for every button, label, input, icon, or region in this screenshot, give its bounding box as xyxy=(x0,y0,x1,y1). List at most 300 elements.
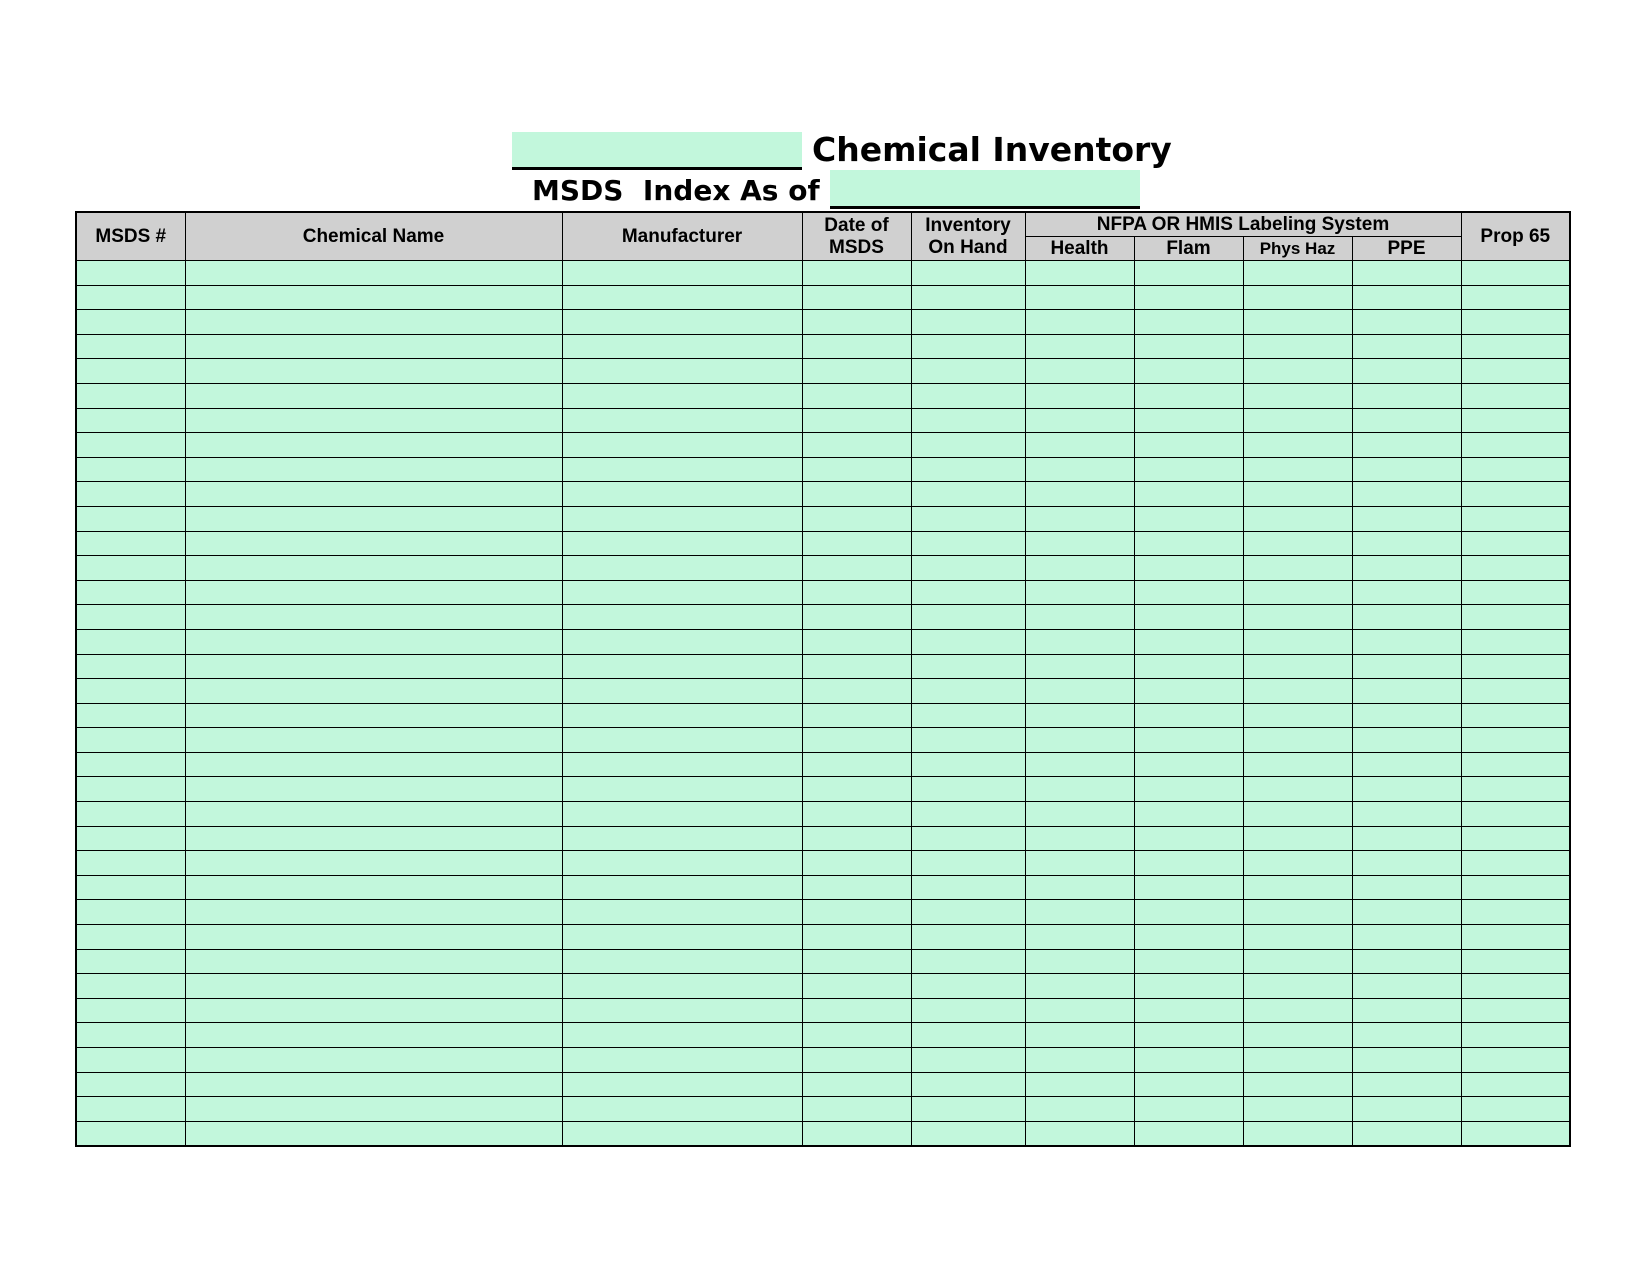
cell-inventory-on-hand[interactable] xyxy=(911,875,1025,900)
cell-msds-no[interactable] xyxy=(76,974,185,999)
cell-date-of-msds[interactable] xyxy=(802,506,911,531)
cell-date-of-msds[interactable] xyxy=(802,482,911,507)
cell-msds-no[interactable] xyxy=(76,580,185,605)
cell-prop65[interactable] xyxy=(1461,556,1570,581)
cell-ppe[interactable] xyxy=(1352,359,1461,384)
cell-msds-no[interactable] xyxy=(76,310,185,335)
cell-chemical-name[interactable] xyxy=(185,285,562,310)
cell-msds-no[interactable] xyxy=(76,949,185,974)
cell-flam[interactable] xyxy=(1134,752,1243,777)
cell-msds-no[interactable] xyxy=(76,752,185,777)
cell-health[interactable] xyxy=(1025,605,1134,630)
cell-chemical-name[interactable] xyxy=(185,875,562,900)
cell-manufacturer[interactable] xyxy=(562,900,802,925)
cell-prop65[interactable] xyxy=(1461,974,1570,999)
cell-manufacturer[interactable] xyxy=(562,703,802,728)
cell-chemical-name[interactable] xyxy=(185,703,562,728)
cell-prop65[interactable] xyxy=(1461,457,1570,482)
cell-prop65[interactable] xyxy=(1461,408,1570,433)
cell-msds-no[interactable] xyxy=(76,826,185,851)
cell-date-of-msds[interactable] xyxy=(802,826,911,851)
cell-chemical-name[interactable] xyxy=(185,826,562,851)
cell-date-of-msds[interactable] xyxy=(802,703,911,728)
cell-flam[interactable] xyxy=(1134,925,1243,950)
cell-manufacturer[interactable] xyxy=(562,777,802,802)
cell-msds-no[interactable] xyxy=(76,1048,185,1073)
cell-chemical-name[interactable] xyxy=(185,261,562,286)
cell-ppe[interactable] xyxy=(1352,703,1461,728)
cell-flam[interactable] xyxy=(1134,851,1243,876)
cell-phys-haz[interactable] xyxy=(1243,974,1352,999)
cell-inventory-on-hand[interactable] xyxy=(911,556,1025,581)
cell-phys-haz[interactable] xyxy=(1243,1097,1352,1122)
cell-chemical-name[interactable] xyxy=(185,1121,562,1146)
cell-msds-no[interactable] xyxy=(76,802,185,827)
cell-health[interactable] xyxy=(1025,629,1134,654)
cell-health[interactable] xyxy=(1025,777,1134,802)
cell-ppe[interactable] xyxy=(1352,408,1461,433)
cell-chemical-name[interactable] xyxy=(185,482,562,507)
as-of-date-field[interactable] xyxy=(830,170,1140,209)
cell-ppe[interactable] xyxy=(1352,1121,1461,1146)
cell-chemical-name[interactable] xyxy=(185,408,562,433)
cell-msds-no[interactable] xyxy=(76,482,185,507)
cell-ppe[interactable] xyxy=(1352,777,1461,802)
cell-manufacturer[interactable] xyxy=(562,851,802,876)
cell-health[interactable] xyxy=(1025,802,1134,827)
cell-manufacturer[interactable] xyxy=(562,556,802,581)
cell-ppe[interactable] xyxy=(1352,383,1461,408)
cell-date-of-msds[interactable] xyxy=(802,457,911,482)
cell-prop65[interactable] xyxy=(1461,752,1570,777)
cell-inventory-on-hand[interactable] xyxy=(911,1048,1025,1073)
cell-msds-no[interactable] xyxy=(76,679,185,704)
cell-manufacturer[interactable] xyxy=(562,1023,802,1048)
cell-msds-no[interactable] xyxy=(76,433,185,458)
cell-phys-haz[interactable] xyxy=(1243,334,1352,359)
cell-ppe[interactable] xyxy=(1352,851,1461,876)
cell-msds-no[interactable] xyxy=(76,875,185,900)
cell-ppe[interactable] xyxy=(1352,1023,1461,1048)
cell-msds-no[interactable] xyxy=(76,556,185,581)
cell-phys-haz[interactable] xyxy=(1243,1121,1352,1146)
cell-flam[interactable] xyxy=(1134,1048,1243,1073)
cell-msds-no[interactable] xyxy=(76,728,185,753)
cell-ppe[interactable] xyxy=(1352,974,1461,999)
cell-msds-no[interactable] xyxy=(76,777,185,802)
cell-flam[interactable] xyxy=(1134,580,1243,605)
cell-chemical-name[interactable] xyxy=(185,605,562,630)
cell-chemical-name[interactable] xyxy=(185,1097,562,1122)
cell-inventory-on-hand[interactable] xyxy=(911,949,1025,974)
cell-chemical-name[interactable] xyxy=(185,1072,562,1097)
cell-msds-no[interactable] xyxy=(76,506,185,531)
cell-ppe[interactable] xyxy=(1352,334,1461,359)
cell-flam[interactable] xyxy=(1134,457,1243,482)
cell-date-of-msds[interactable] xyxy=(802,925,911,950)
cell-prop65[interactable] xyxy=(1461,1121,1570,1146)
cell-phys-haz[interactable] xyxy=(1243,556,1352,581)
cell-inventory-on-hand[interactable] xyxy=(911,728,1025,753)
cell-phys-haz[interactable] xyxy=(1243,531,1352,556)
cell-prop65[interactable] xyxy=(1461,654,1570,679)
cell-date-of-msds[interactable] xyxy=(802,433,911,458)
cell-prop65[interactable] xyxy=(1461,777,1570,802)
cell-msds-no[interactable] xyxy=(76,531,185,556)
cell-msds-no[interactable] xyxy=(76,285,185,310)
cell-date-of-msds[interactable] xyxy=(802,1072,911,1097)
cell-phys-haz[interactable] xyxy=(1243,261,1352,286)
cell-msds-no[interactable] xyxy=(76,851,185,876)
cell-prop65[interactable] xyxy=(1461,1072,1570,1097)
cell-phys-haz[interactable] xyxy=(1243,752,1352,777)
cell-msds-no[interactable] xyxy=(76,654,185,679)
cell-ppe[interactable] xyxy=(1352,310,1461,335)
cell-health[interactable] xyxy=(1025,703,1134,728)
cell-flam[interactable] xyxy=(1134,1121,1243,1146)
cell-inventory-on-hand[interactable] xyxy=(911,1121,1025,1146)
cell-inventory-on-hand[interactable] xyxy=(911,629,1025,654)
cell-phys-haz[interactable] xyxy=(1243,457,1352,482)
cell-ppe[interactable] xyxy=(1352,752,1461,777)
cell-ppe[interactable] xyxy=(1352,531,1461,556)
cell-chemical-name[interactable] xyxy=(185,433,562,458)
cell-prop65[interactable] xyxy=(1461,949,1570,974)
cell-health[interactable] xyxy=(1025,826,1134,851)
cell-flam[interactable] xyxy=(1134,1023,1243,1048)
cell-health[interactable] xyxy=(1025,1072,1134,1097)
cell-ppe[interactable] xyxy=(1352,679,1461,704)
cell-inventory-on-hand[interactable] xyxy=(911,605,1025,630)
cell-manufacturer[interactable] xyxy=(562,1048,802,1073)
cell-health[interactable] xyxy=(1025,408,1134,433)
cell-chemical-name[interactable] xyxy=(185,359,562,384)
cell-manufacturer[interactable] xyxy=(562,605,802,630)
cell-chemical-name[interactable] xyxy=(185,1023,562,1048)
cell-manufacturer[interactable] xyxy=(562,949,802,974)
cell-inventory-on-hand[interactable] xyxy=(911,752,1025,777)
cell-flam[interactable] xyxy=(1134,998,1243,1023)
cell-ppe[interactable] xyxy=(1352,482,1461,507)
cell-manufacturer[interactable] xyxy=(562,285,802,310)
cell-phys-haz[interactable] xyxy=(1243,580,1352,605)
cell-inventory-on-hand[interactable] xyxy=(911,998,1025,1023)
cell-inventory-on-hand[interactable] xyxy=(911,580,1025,605)
cell-date-of-msds[interactable] xyxy=(802,334,911,359)
cell-ppe[interactable] xyxy=(1352,802,1461,827)
cell-health[interactable] xyxy=(1025,851,1134,876)
cell-date-of-msds[interactable] xyxy=(802,974,911,999)
cell-flam[interactable] xyxy=(1134,556,1243,581)
cell-prop65[interactable] xyxy=(1461,1048,1570,1073)
cell-flam[interactable] xyxy=(1134,310,1243,335)
cell-chemical-name[interactable] xyxy=(185,383,562,408)
cell-manufacturer[interactable] xyxy=(562,482,802,507)
cell-health[interactable] xyxy=(1025,531,1134,556)
cell-manufacturer[interactable] xyxy=(562,654,802,679)
cell-manufacturer[interactable] xyxy=(562,998,802,1023)
cell-phys-haz[interactable] xyxy=(1243,433,1352,458)
cell-phys-haz[interactable] xyxy=(1243,826,1352,851)
cell-phys-haz[interactable] xyxy=(1243,802,1352,827)
cell-prop65[interactable] xyxy=(1461,875,1570,900)
cell-inventory-on-hand[interactable] xyxy=(911,531,1025,556)
cell-msds-no[interactable] xyxy=(76,925,185,950)
cell-phys-haz[interactable] xyxy=(1243,482,1352,507)
cell-flam[interactable] xyxy=(1134,949,1243,974)
cell-flam[interactable] xyxy=(1134,629,1243,654)
cell-manufacturer[interactable] xyxy=(562,1097,802,1122)
cell-inventory-on-hand[interactable] xyxy=(911,457,1025,482)
cell-phys-haz[interactable] xyxy=(1243,875,1352,900)
cell-flam[interactable] xyxy=(1134,482,1243,507)
cell-msds-no[interactable] xyxy=(76,261,185,286)
cell-ppe[interactable] xyxy=(1352,285,1461,310)
cell-chemical-name[interactable] xyxy=(185,1048,562,1073)
cell-phys-haz[interactable] xyxy=(1243,285,1352,310)
cell-msds-no[interactable] xyxy=(76,1121,185,1146)
cell-msds-no[interactable] xyxy=(76,629,185,654)
cell-manufacturer[interactable] xyxy=(562,580,802,605)
cell-phys-haz[interactable] xyxy=(1243,383,1352,408)
cell-msds-no[interactable] xyxy=(76,457,185,482)
cell-prop65[interactable] xyxy=(1461,925,1570,950)
cell-health[interactable] xyxy=(1025,1048,1134,1073)
cell-inventory-on-hand[interactable] xyxy=(911,974,1025,999)
cell-prop65[interactable] xyxy=(1461,998,1570,1023)
cell-manufacturer[interactable] xyxy=(562,925,802,950)
cell-phys-haz[interactable] xyxy=(1243,506,1352,531)
cell-ppe[interactable] xyxy=(1352,949,1461,974)
cell-phys-haz[interactable] xyxy=(1243,605,1352,630)
company-name-field[interactable] xyxy=(512,132,802,170)
cell-date-of-msds[interactable] xyxy=(802,679,911,704)
cell-manufacturer[interactable] xyxy=(562,408,802,433)
cell-prop65[interactable] xyxy=(1461,1023,1570,1048)
cell-ppe[interactable] xyxy=(1352,556,1461,581)
cell-inventory-on-hand[interactable] xyxy=(911,433,1025,458)
cell-date-of-msds[interactable] xyxy=(802,777,911,802)
cell-inventory-on-hand[interactable] xyxy=(911,802,1025,827)
cell-flam[interactable] xyxy=(1134,261,1243,286)
cell-manufacturer[interactable] xyxy=(562,1072,802,1097)
cell-flam[interactable] xyxy=(1134,826,1243,851)
cell-chemical-name[interactable] xyxy=(185,974,562,999)
cell-chemical-name[interactable] xyxy=(185,900,562,925)
cell-inventory-on-hand[interactable] xyxy=(911,777,1025,802)
cell-flam[interactable] xyxy=(1134,433,1243,458)
cell-inventory-on-hand[interactable] xyxy=(911,261,1025,286)
cell-health[interactable] xyxy=(1025,1121,1134,1146)
cell-inventory-on-hand[interactable] xyxy=(911,285,1025,310)
cell-inventory-on-hand[interactable] xyxy=(911,506,1025,531)
cell-health[interactable] xyxy=(1025,383,1134,408)
cell-chemical-name[interactable] xyxy=(185,851,562,876)
cell-chemical-name[interactable] xyxy=(185,580,562,605)
cell-prop65[interactable] xyxy=(1461,826,1570,851)
cell-flam[interactable] xyxy=(1134,383,1243,408)
cell-date-of-msds[interactable] xyxy=(802,1121,911,1146)
cell-prop65[interactable] xyxy=(1461,605,1570,630)
cell-date-of-msds[interactable] xyxy=(802,629,911,654)
cell-health[interactable] xyxy=(1025,285,1134,310)
cell-msds-no[interactable] xyxy=(76,1097,185,1122)
cell-inventory-on-hand[interactable] xyxy=(911,334,1025,359)
cell-phys-haz[interactable] xyxy=(1243,949,1352,974)
cell-ppe[interactable] xyxy=(1352,605,1461,630)
cell-phys-haz[interactable] xyxy=(1243,679,1352,704)
cell-health[interactable] xyxy=(1025,359,1134,384)
cell-date-of-msds[interactable] xyxy=(802,580,911,605)
cell-health[interactable] xyxy=(1025,654,1134,679)
cell-chemical-name[interactable] xyxy=(185,457,562,482)
cell-flam[interactable] xyxy=(1134,875,1243,900)
cell-inventory-on-hand[interactable] xyxy=(911,654,1025,679)
cell-manufacturer[interactable] xyxy=(562,826,802,851)
cell-msds-no[interactable] xyxy=(76,383,185,408)
cell-phys-haz[interactable] xyxy=(1243,703,1352,728)
cell-date-of-msds[interactable] xyxy=(802,1097,911,1122)
cell-inventory-on-hand[interactable] xyxy=(911,826,1025,851)
cell-chemical-name[interactable] xyxy=(185,728,562,753)
cell-flam[interactable] xyxy=(1134,728,1243,753)
cell-flam[interactable] xyxy=(1134,802,1243,827)
cell-date-of-msds[interactable] xyxy=(802,531,911,556)
cell-prop65[interactable] xyxy=(1461,802,1570,827)
cell-flam[interactable] xyxy=(1134,1072,1243,1097)
cell-flam[interactable] xyxy=(1134,1097,1243,1122)
cell-date-of-msds[interactable] xyxy=(802,851,911,876)
cell-prop65[interactable] xyxy=(1461,1097,1570,1122)
cell-health[interactable] xyxy=(1025,1097,1134,1122)
cell-date-of-msds[interactable] xyxy=(802,728,911,753)
cell-manufacturer[interactable] xyxy=(562,334,802,359)
cell-prop65[interactable] xyxy=(1461,383,1570,408)
cell-phys-haz[interactable] xyxy=(1243,925,1352,950)
cell-health[interactable] xyxy=(1025,482,1134,507)
cell-manufacturer[interactable] xyxy=(562,679,802,704)
cell-chemical-name[interactable] xyxy=(185,506,562,531)
cell-prop65[interactable] xyxy=(1461,851,1570,876)
cell-phys-haz[interactable] xyxy=(1243,310,1352,335)
cell-flam[interactable] xyxy=(1134,408,1243,433)
cell-chemical-name[interactable] xyxy=(185,777,562,802)
cell-date-of-msds[interactable] xyxy=(802,802,911,827)
cell-flam[interactable] xyxy=(1134,679,1243,704)
cell-inventory-on-hand[interactable] xyxy=(911,1072,1025,1097)
cell-msds-no[interactable] xyxy=(76,703,185,728)
cell-ppe[interactable] xyxy=(1352,1072,1461,1097)
cell-inventory-on-hand[interactable] xyxy=(911,310,1025,335)
cell-date-of-msds[interactable] xyxy=(802,654,911,679)
cell-flam[interactable] xyxy=(1134,359,1243,384)
cell-inventory-on-hand[interactable] xyxy=(911,359,1025,384)
cell-date-of-msds[interactable] xyxy=(802,285,911,310)
cell-chemical-name[interactable] xyxy=(185,998,562,1023)
cell-prop65[interactable] xyxy=(1461,728,1570,753)
cell-prop65[interactable] xyxy=(1461,506,1570,531)
cell-chemical-name[interactable] xyxy=(185,949,562,974)
cell-manufacturer[interactable] xyxy=(562,359,802,384)
cell-manufacturer[interactable] xyxy=(562,383,802,408)
cell-prop65[interactable] xyxy=(1461,433,1570,458)
cell-manufacturer[interactable] xyxy=(562,261,802,286)
cell-phys-haz[interactable] xyxy=(1243,777,1352,802)
cell-inventory-on-hand[interactable] xyxy=(911,1097,1025,1122)
cell-health[interactable] xyxy=(1025,506,1134,531)
cell-chemical-name[interactable] xyxy=(185,310,562,335)
cell-inventory-on-hand[interactable] xyxy=(911,703,1025,728)
cell-manufacturer[interactable] xyxy=(562,875,802,900)
cell-ppe[interactable] xyxy=(1352,433,1461,458)
cell-prop65[interactable] xyxy=(1461,531,1570,556)
cell-date-of-msds[interactable] xyxy=(802,383,911,408)
cell-ppe[interactable] xyxy=(1352,457,1461,482)
cell-health[interactable] xyxy=(1025,998,1134,1023)
cell-chemical-name[interactable] xyxy=(185,556,562,581)
cell-ppe[interactable] xyxy=(1352,925,1461,950)
cell-manufacturer[interactable] xyxy=(562,531,802,556)
cell-flam[interactable] xyxy=(1134,334,1243,359)
cell-date-of-msds[interactable] xyxy=(802,752,911,777)
cell-health[interactable] xyxy=(1025,679,1134,704)
cell-prop65[interactable] xyxy=(1461,703,1570,728)
cell-date-of-msds[interactable] xyxy=(802,900,911,925)
cell-inventory-on-hand[interactable] xyxy=(911,383,1025,408)
cell-date-of-msds[interactable] xyxy=(802,261,911,286)
cell-flam[interactable] xyxy=(1134,605,1243,630)
cell-prop65[interactable] xyxy=(1461,285,1570,310)
cell-phys-haz[interactable] xyxy=(1243,1072,1352,1097)
cell-health[interactable] xyxy=(1025,310,1134,335)
cell-msds-no[interactable] xyxy=(76,1023,185,1048)
cell-phys-haz[interactable] xyxy=(1243,408,1352,433)
cell-date-of-msds[interactable] xyxy=(802,998,911,1023)
cell-prop65[interactable] xyxy=(1461,629,1570,654)
cell-phys-haz[interactable] xyxy=(1243,900,1352,925)
cell-inventory-on-hand[interactable] xyxy=(911,900,1025,925)
cell-health[interactable] xyxy=(1025,949,1134,974)
cell-ppe[interactable] xyxy=(1352,875,1461,900)
cell-phys-haz[interactable] xyxy=(1243,359,1352,384)
cell-chemical-name[interactable] xyxy=(185,334,562,359)
cell-manufacturer[interactable] xyxy=(562,974,802,999)
cell-manufacturer[interactable] xyxy=(562,752,802,777)
cell-msds-no[interactable] xyxy=(76,1072,185,1097)
cell-ppe[interactable] xyxy=(1352,629,1461,654)
cell-health[interactable] xyxy=(1025,900,1134,925)
cell-inventory-on-hand[interactable] xyxy=(911,679,1025,704)
cell-date-of-msds[interactable] xyxy=(802,875,911,900)
cell-date-of-msds[interactable] xyxy=(802,1023,911,1048)
cell-date-of-msds[interactable] xyxy=(802,1048,911,1073)
cell-phys-haz[interactable] xyxy=(1243,629,1352,654)
cell-flam[interactable] xyxy=(1134,654,1243,679)
cell-manufacturer[interactable] xyxy=(562,310,802,335)
cell-msds-no[interactable] xyxy=(76,998,185,1023)
cell-prop65[interactable] xyxy=(1461,580,1570,605)
cell-date-of-msds[interactable] xyxy=(802,310,911,335)
cell-chemical-name[interactable] xyxy=(185,925,562,950)
cell-prop65[interactable] xyxy=(1461,359,1570,384)
cell-manufacturer[interactable] xyxy=(562,433,802,458)
cell-prop65[interactable] xyxy=(1461,261,1570,286)
cell-health[interactable] xyxy=(1025,875,1134,900)
cell-manufacturer[interactable] xyxy=(562,457,802,482)
cell-phys-haz[interactable] xyxy=(1243,654,1352,679)
cell-manufacturer[interactable] xyxy=(562,802,802,827)
cell-flam[interactable] xyxy=(1134,506,1243,531)
